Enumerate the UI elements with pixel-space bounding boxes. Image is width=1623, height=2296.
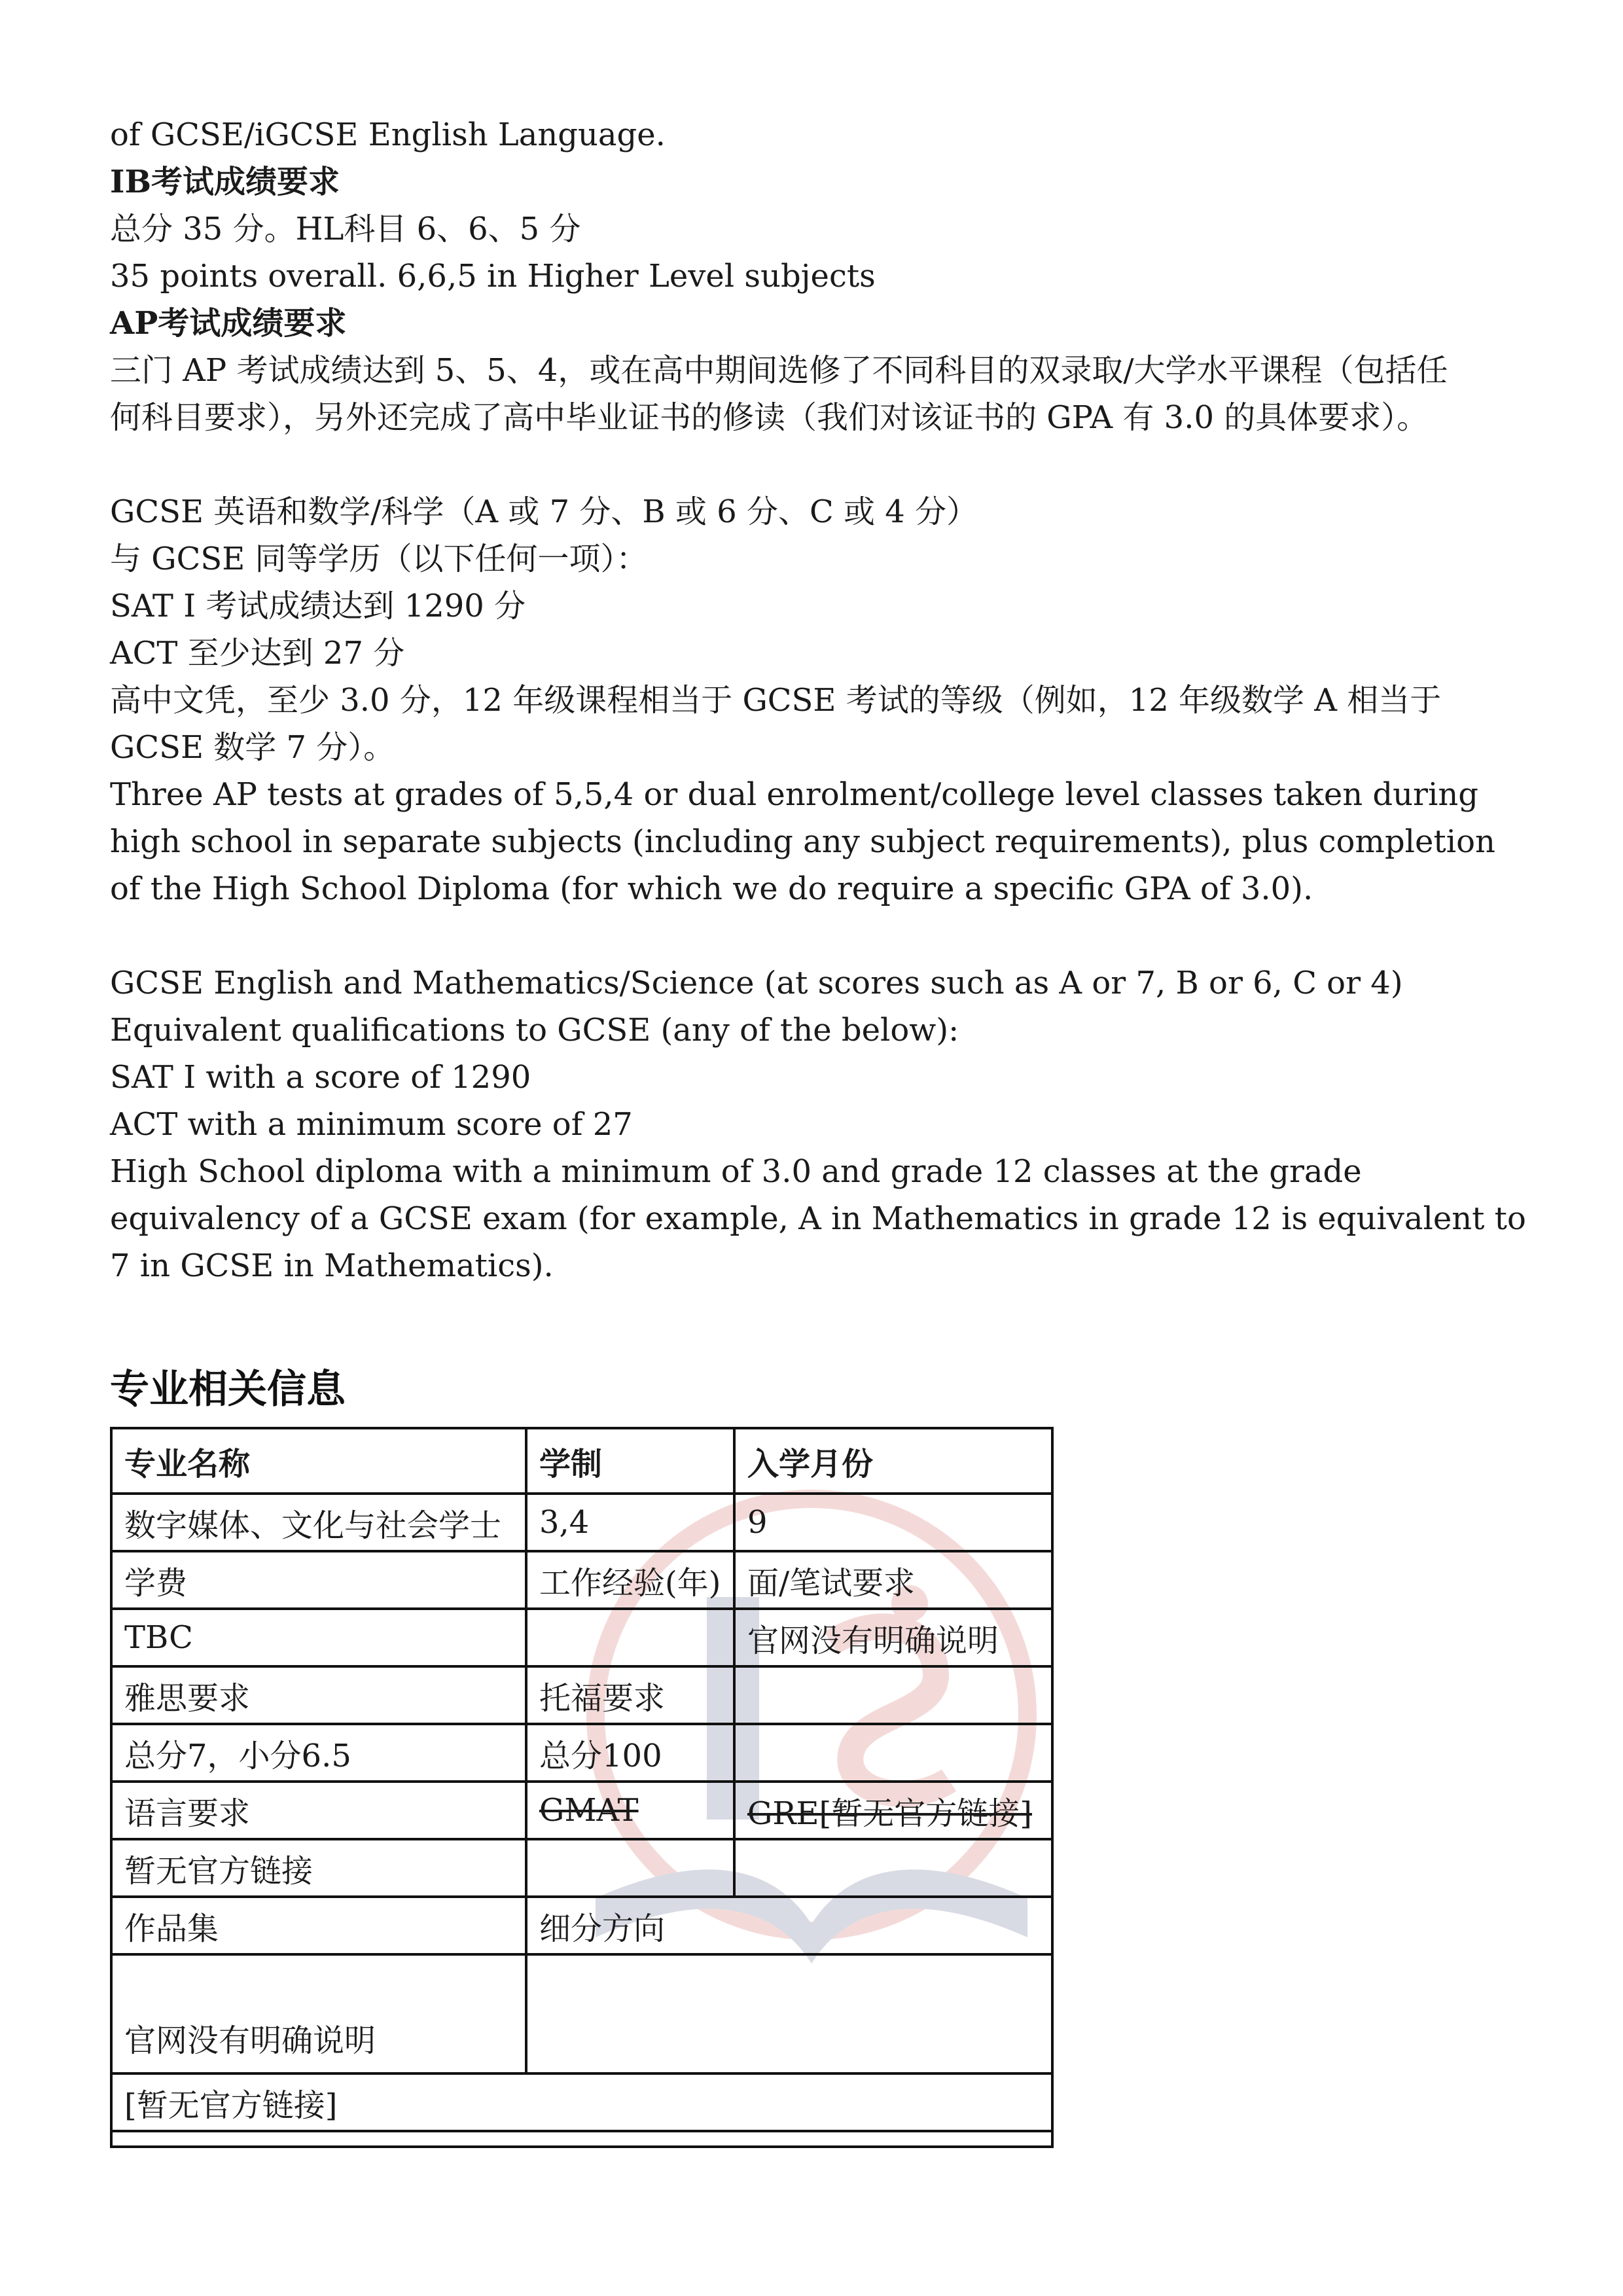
table-cell: 9 [734, 1494, 1052, 1551]
text-line: 高中文凭，至少 3.0 分，12 年级课程相当于 GCSE 考试的等级（例如，12 年级数学 A 相当于 [110, 682, 1442, 719]
table-row [111, 1666, 1052, 1724]
table-cell: 作品集 [111, 1897, 526, 1954]
table-cell: 3,4 [526, 1494, 734, 1551]
table-cell: 学制 [526, 1428, 734, 1494]
table-cell: 官网没有明确说明 [111, 1954, 526, 2073]
ib-heading: IB考试成绩要求 [110, 164, 340, 200]
table-row [111, 1428, 1052, 1494]
table-cell: 入学月份 [734, 1428, 1052, 1494]
table-row [111, 1551, 1052, 1609]
text-line: 35 points overall. 6,6,5 in Higher Level subjects [110, 258, 876, 295]
table-cell: 工作经验(年) [526, 1551, 734, 1609]
table-cell [526, 1954, 1052, 2073]
text-line: GCSE 英语和数学/科学（A 或 7 分、B 或 6 分、C 或 4 分） [110, 493, 978, 530]
table-cell: 学费 [111, 1551, 526, 1609]
document-body [110, 111, 1526, 1289]
table-cell: 面/笔试要求 [734, 1551, 1052, 1609]
text-line: High School diploma with a minimum of 3.0 and grade 12 classes at the grade [110, 1153, 1362, 1190]
table-cell [111, 2131, 1052, 2147]
table-row [111, 1954, 1052, 2073]
major-info-table [110, 1427, 1054, 2148]
table-cell: TBC [111, 1609, 526, 1666]
text-line: 与 GCSE 同等学历（以下任何一项）： [110, 541, 648, 577]
text-line: ACT 至少达到 27 分 [110, 635, 405, 672]
text-line: 三门 AP 考试成绩达到 5、5、4，或在高中期间选修了不同科目的双录取/大学水平课程（包括任 [110, 352, 1448, 389]
text-line: Three AP tests at grades of 5,5,4 or dual enrolment/college level classes taken during [110, 776, 1478, 813]
table-cell: [暂无官方链接] [111, 2073, 1052, 2131]
table-row [111, 1782, 1052, 1839]
text-line: equivalency of a GCSE exam (for example, A in Mathematics in grade 12 is equivalent to [110, 1200, 1526, 1237]
text-line: high school in separate subjects (including any subject requirements), plus completion [110, 823, 1495, 860]
table-row [111, 1897, 1052, 1954]
text-line: 总分 35 分。HL科目 6、6、5 分 [110, 211, 581, 247]
table-row [111, 2073, 1052, 2131]
table-row [111, 1494, 1052, 1551]
ap-heading: AP考试成绩要求 [110, 305, 347, 342]
table-cell: 暂无官方链接 [111, 1839, 526, 1897]
table-row [111, 2131, 1052, 2147]
table-cell: 总分7，小分6.5 [111, 1724, 526, 1782]
text-line: ACT with a minimum score of 27 [110, 1106, 633, 1143]
table-cell: 细分方向 [526, 1897, 1052, 1954]
table-cell [734, 1724, 1052, 1782]
table-cell: 托福要求 [526, 1666, 734, 1724]
table-cell [734, 1839, 1052, 1897]
table-cell-gmat: GMAT [526, 1782, 734, 1839]
text-line: GCSE English and Mathematics/Science (at scores such as A or 7, B or 6, C or 4) [110, 965, 1403, 1001]
text-line: SAT I 考试成绩达到 1290 分 [110, 588, 526, 624]
table-cell-gre: GRE[暂无官方链接] [734, 1782, 1052, 1839]
table-cell: 专业名称 [111, 1428, 526, 1494]
text-line: GCSE 数学 7 分）。 [110, 729, 395, 766]
section-title: 专业相关信息 [110, 1367, 346, 1412]
table-row [111, 1839, 1052, 1897]
table-cell: 雅思要求 [111, 1666, 526, 1724]
text-line: Equivalent qualifications to GCSE (any of the below): [110, 1012, 959, 1049]
table-cell: 总分100 [526, 1724, 734, 1782]
table-row [111, 1724, 1052, 1782]
table-cell: 数字媒体、文化与社会学士 [111, 1494, 526, 1551]
text-line: of the High School Diploma (for which we do require a specific GPA of 3.0). [110, 870, 1313, 907]
table-row [111, 1609, 1052, 1666]
table-cell: 语言要求 [111, 1782, 526, 1839]
table-cell [734, 1666, 1052, 1724]
table-cell [526, 1609, 734, 1666]
table-cell: 官网没有明确说明 [734, 1609, 1052, 1666]
text-line: of GCSE/iGCSE English Language. [110, 117, 666, 153]
text-line: 何科目要求），另外还完成了高中毕业证书的修读（我们对该证书的 GPA 有 3.0 的具体要求）。 [110, 399, 1429, 436]
table-cell [526, 1839, 734, 1897]
text-line: SAT I with a score of 1290 [110, 1059, 531, 1096]
text-line: 7 in GCSE in Mathematics). [110, 1247, 554, 1284]
